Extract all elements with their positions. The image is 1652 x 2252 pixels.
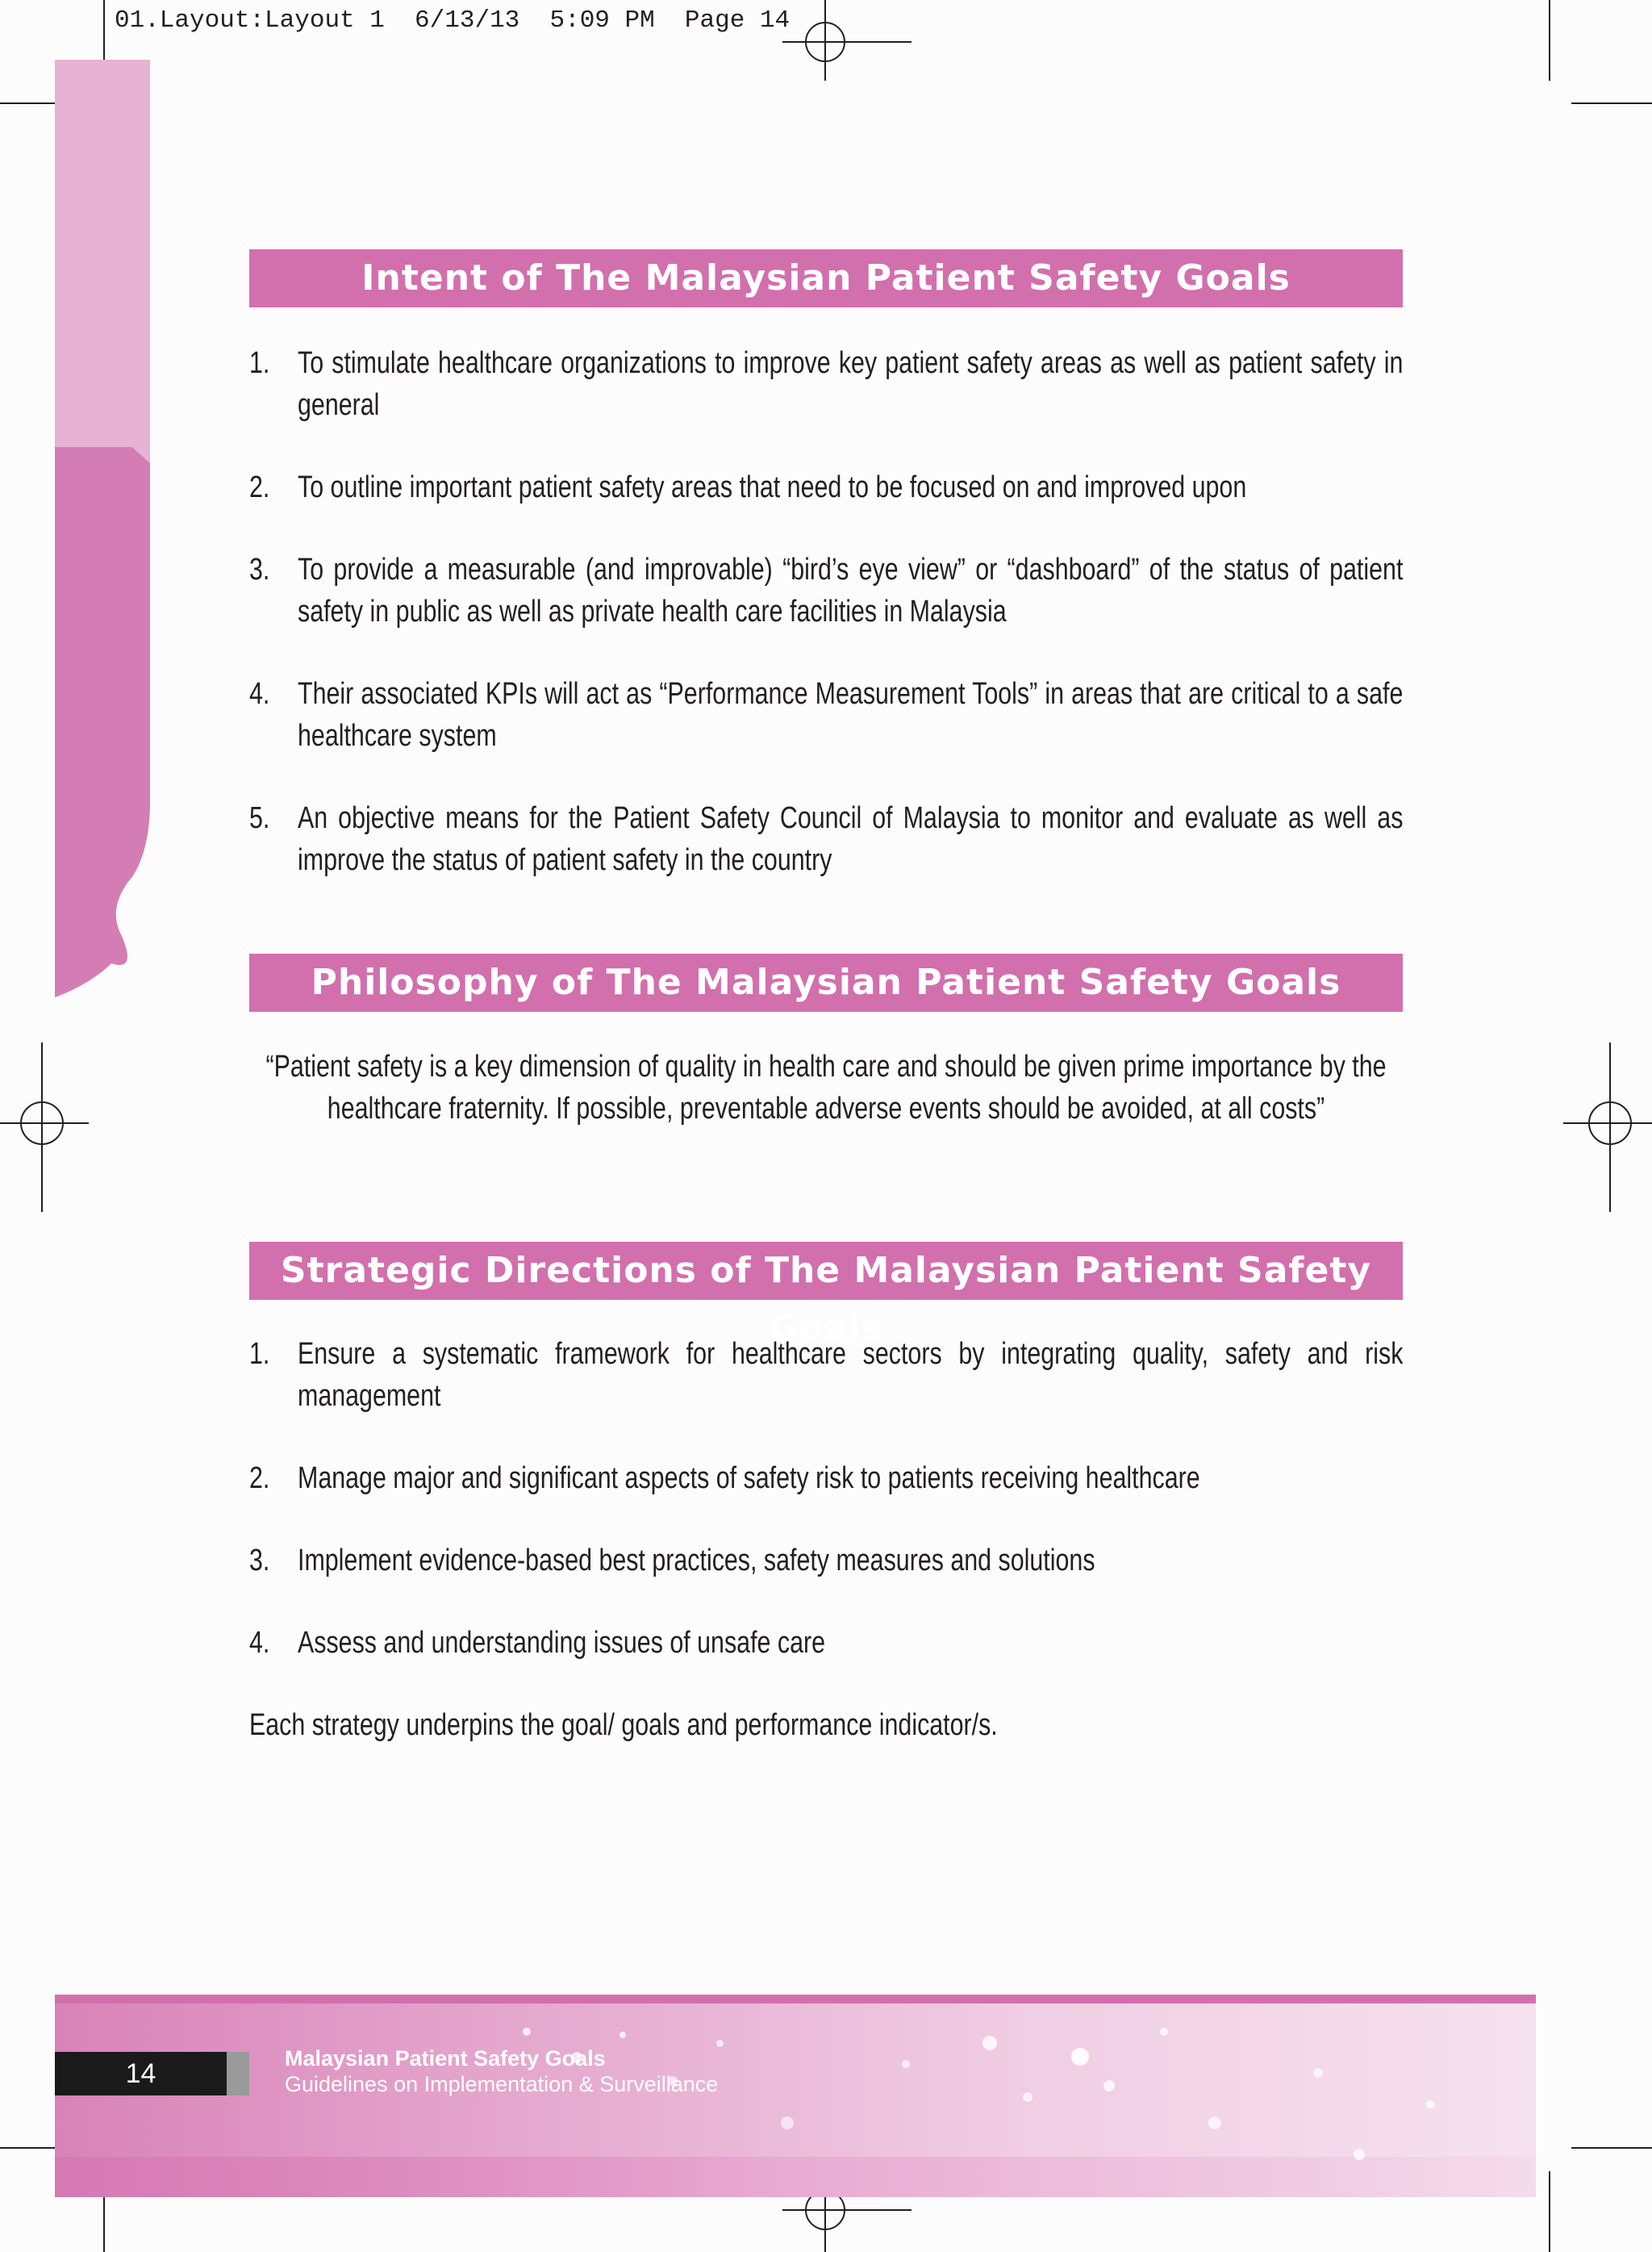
sparkle-decoration <box>1071 2048 1089 2066</box>
strategic-list <box>249 1333 1403 1664</box>
list-item-text: To stimulate healthcare organizations to improve key patient safety areas as well as patient safety in general <box>298 346 1404 422</box>
list-item-text: Assess and understanding issues of unsafe care <box>298 1626 826 1660</box>
philosophy-quote-container <box>249 1046 1403 1130</box>
list-item <box>249 797 1403 881</box>
sparkle-decoration <box>1208 2116 1221 2129</box>
list-item-number: 2. <box>249 1461 270 1495</box>
list-item <box>249 466 1403 508</box>
list-item <box>249 673 1403 757</box>
sparkle-decoration <box>716 2040 724 2047</box>
sparkle-decoration <box>982 2036 997 2050</box>
footer-band <box>55 2157 1536 2197</box>
sparkle-decoration <box>1160 2028 1168 2036</box>
footer-title: Malaysian Patient Safety Goals <box>285 2046 606 2070</box>
list-item <box>249 1333 1403 1417</box>
sparkle-decoration <box>1023 2092 1032 2102</box>
sparkle-decoration <box>523 2028 531 2036</box>
page-number: 14 <box>55 2052 227 2095</box>
list-item-number: 3. <box>249 1544 270 1577</box>
registration-mark-top <box>782 0 912 81</box>
philosophy-quote: “Patient safety is a key dimension of quality in health care and should be given prime importance by the healthcare fraternity. If possible, preventable adverse events should be avoided, at all costs” <box>265 1050 1387 1126</box>
crop-mark <box>1549 0 1550 81</box>
list-item-text: Implement evidence-based best practices, safety measures and solutions <box>298 1544 1095 1577</box>
list-item <box>249 549 1403 633</box>
page-number-accent <box>227 2052 249 2095</box>
side-decoration-dark <box>55 447 160 1004</box>
sparkle-decoration <box>902 2060 910 2068</box>
print-slug-line: 01.Layout:Layout 1 6/13/13 5:09 PM Page 14 <box>115 6 791 35</box>
footer-top-rule <box>55 1995 1536 2003</box>
list-item <box>249 1622 1403 1664</box>
registration-mark-right <box>1563 1042 1652 1212</box>
footer-subtitle: Guidelines on Implementation & Surveillance <box>285 2072 719 2096</box>
strategic-closing-text: Each strategy underpins the goal/ goals and performance indicator/s. <box>249 1708 998 1742</box>
intent-list <box>249 342 1403 881</box>
philosophy-heading: Philosophy of The Malaysian Patient Safety Goals <box>249 954 1403 1012</box>
list-item-text: An objective means for the Patient Safety Council of Malaysia to monitor and evaluate as well as improve the status of patient safety in the country <box>298 801 1404 877</box>
strategic-list-container <box>249 1333 1403 1746</box>
list-item-number: 4. <box>249 1626 270 1660</box>
list-item-number: 2. <box>249 470 270 504</box>
side-decoration-light <box>55 60 150 447</box>
list-item-text: To provide a measurable (and improvable) “bird’s eye view” or “dashboard” of the status of patient safety in public as well as private health care facilities in Malaysia <box>298 553 1404 629</box>
sparkle-decoration <box>620 2032 626 2038</box>
intent-heading: Intent of The Malaysian Patient Safety Goals <box>249 249 1403 307</box>
crop-mark <box>1549 2171 1550 2252</box>
list-item-number: 5. <box>249 801 270 835</box>
list-item <box>249 1540 1403 1581</box>
sparkle-decoration <box>1313 2068 1323 2078</box>
list-item-number: 1. <box>249 1337 270 1371</box>
list-item <box>249 342 1403 426</box>
registration-mark-left <box>0 1042 89 1212</box>
list-item <box>249 1457 1403 1499</box>
list-item-number: 4. <box>249 677 270 711</box>
sparkle-decoration <box>781 2116 794 2129</box>
list-item-text: To outline important patient safety areas that need to be focused on and improved upon <box>298 470 1247 504</box>
list-item-number: 3. <box>249 553 270 587</box>
list-item-text: Ensure a systematic framework for healthcare sectors by integrating quality, safety and risk management <box>298 1337 1404 1413</box>
sparkle-decoration <box>1426 2100 1434 2108</box>
sparkle-decoration <box>1103 2080 1115 2091</box>
list-item-text: Their associated KPIs will act as “Performance Measurement Tools” in areas that are critical to a safe healthcare system <box>298 677 1404 753</box>
footer-background <box>55 2003 1536 2197</box>
intent-list-container <box>249 342 1403 921</box>
crop-mark <box>1571 2147 1652 2149</box>
sparkle-decoration <box>1354 2149 1365 2160</box>
crop-mark <box>1571 102 1652 104</box>
list-item-number: 1. <box>249 346 270 380</box>
strategic-heading: Strategic Directions of The Malaysian Patient Safety Goals <box>249 1242 1403 1300</box>
list-item-text: Manage major and significant aspects of safety risk to patients receiving healthcare <box>298 1461 1200 1495</box>
